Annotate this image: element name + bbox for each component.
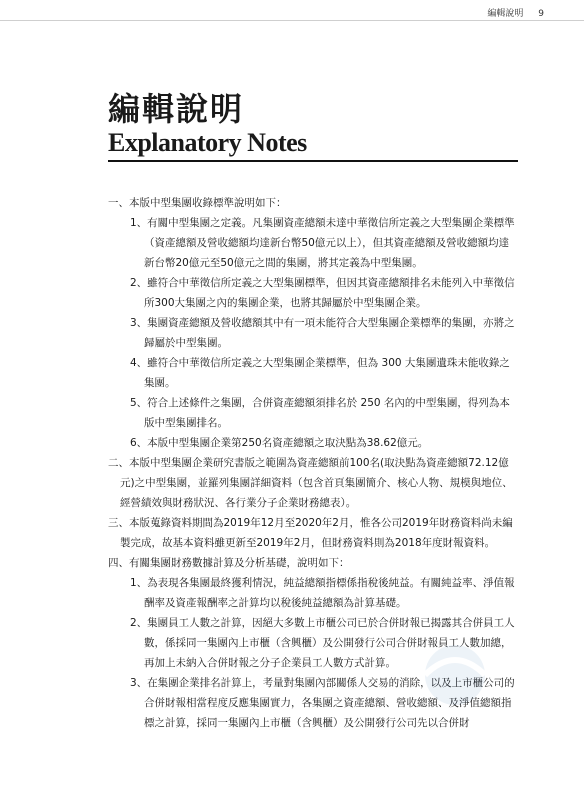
running-head	[475, 6, 544, 19]
list-item: 5、符合上述條件之集團，合併資產總額須排名於 250 名內的中型集團，得列為本版中型集團排名。	[130, 397, 510, 429]
page-title-zh: 編輯說明	[108, 90, 245, 128]
list-item: 4、雖符合中華徵信所定義之大型集團企業標準，但為 300 大集團遺珠未能收錄之集團。	[130, 357, 510, 389]
section-heading: 一、本版中型集團收錄標準說明如下：	[108, 197, 287, 209]
title-rule	[108, 160, 518, 162]
watermark-logo	[400, 640, 510, 710]
list-item: 1、有關中型集團之定義。凡集團資產總額未達中華徵信所定義之大型集團企業標準（資產總額及營收總額均達新台幣50億元以上），但其資產總額及營收總額均達新台幣20億元至50億元之間的集團，將其定義為中型集團。	[130, 217, 515, 269]
list-item: 6、本版中型集團企業第250名資產總額之取決點為38.62億元。	[130, 437, 429, 449]
list-item: 2、雖符合中華徵信所定義之大型集團標準，但因其資產總額排名未能列入中華徵信所300大集團之內的集團企業，也將其歸屬於中型集團企業。	[130, 277, 515, 309]
section-2	[108, 453, 518, 513]
header-rule	[0, 20, 584, 21]
page-title-en: Explanatory Notes	[108, 128, 307, 157]
list-item: 2、集團員工人數之計算，因絕大多數上市櫃公司已於合併財報已揭露其合併員工人數，係採同一集團內上市櫃（含興櫃）及公開發行公司合併財報員工人數加總，再加上未納入合併財報之分子企業員工人數方式計算。	[130, 617, 515, 669]
list-item: 3、在集團企業排名計算上，考量對集團內部關係人交易的消除，以及上市櫃公司的合併財報相當程度反應集團實力，各集團之資產總額、營收總額、及淨值總額指標之計算，採同一集團內上市櫃（含興櫃）及公開發行公司先以合併財	[130, 677, 515, 729]
section-3	[108, 513, 518, 553]
section-paragraph: 三、本版蒐錄資料期間為2019年12月至2020年2月，惟各公司2019年財務資料尚未編製完成，故基本資料雖更新至2019年2月，但財務資料則為2018年度財報資料。	[108, 517, 513, 549]
section-1	[108, 193, 518, 453]
running-head-section: 編輯說明	[487, 9, 524, 19]
section-heading: 四、有關集團財務數據計算及分析基礎，說明如下：	[108, 557, 350, 569]
list-item: 3、集團資產總額及營收總額其中有一項未能符合大型集團企業標準的集團，亦將之歸屬於中型集團。	[130, 317, 515, 349]
page-number: 9	[538, 9, 544, 19]
list-item: 1、為表現各集團最終獲利情況，純益總額指標係指稅後純益。有關純益率、淨值報酬率及資產報酬率之計算均以稅後純益總額為計算基礎。	[130, 577, 515, 609]
section-paragraph: 二、本版中型集團企業研究書版之範圍為資產總額前100名(取決點為資產總額72.12億元)之中型集團，並羅列集團詳細資料（包含首頁集團簡介、核心人物、規模與地位、經營績效與財務狀況、各行業分子企業財務總表）。	[108, 457, 513, 509]
